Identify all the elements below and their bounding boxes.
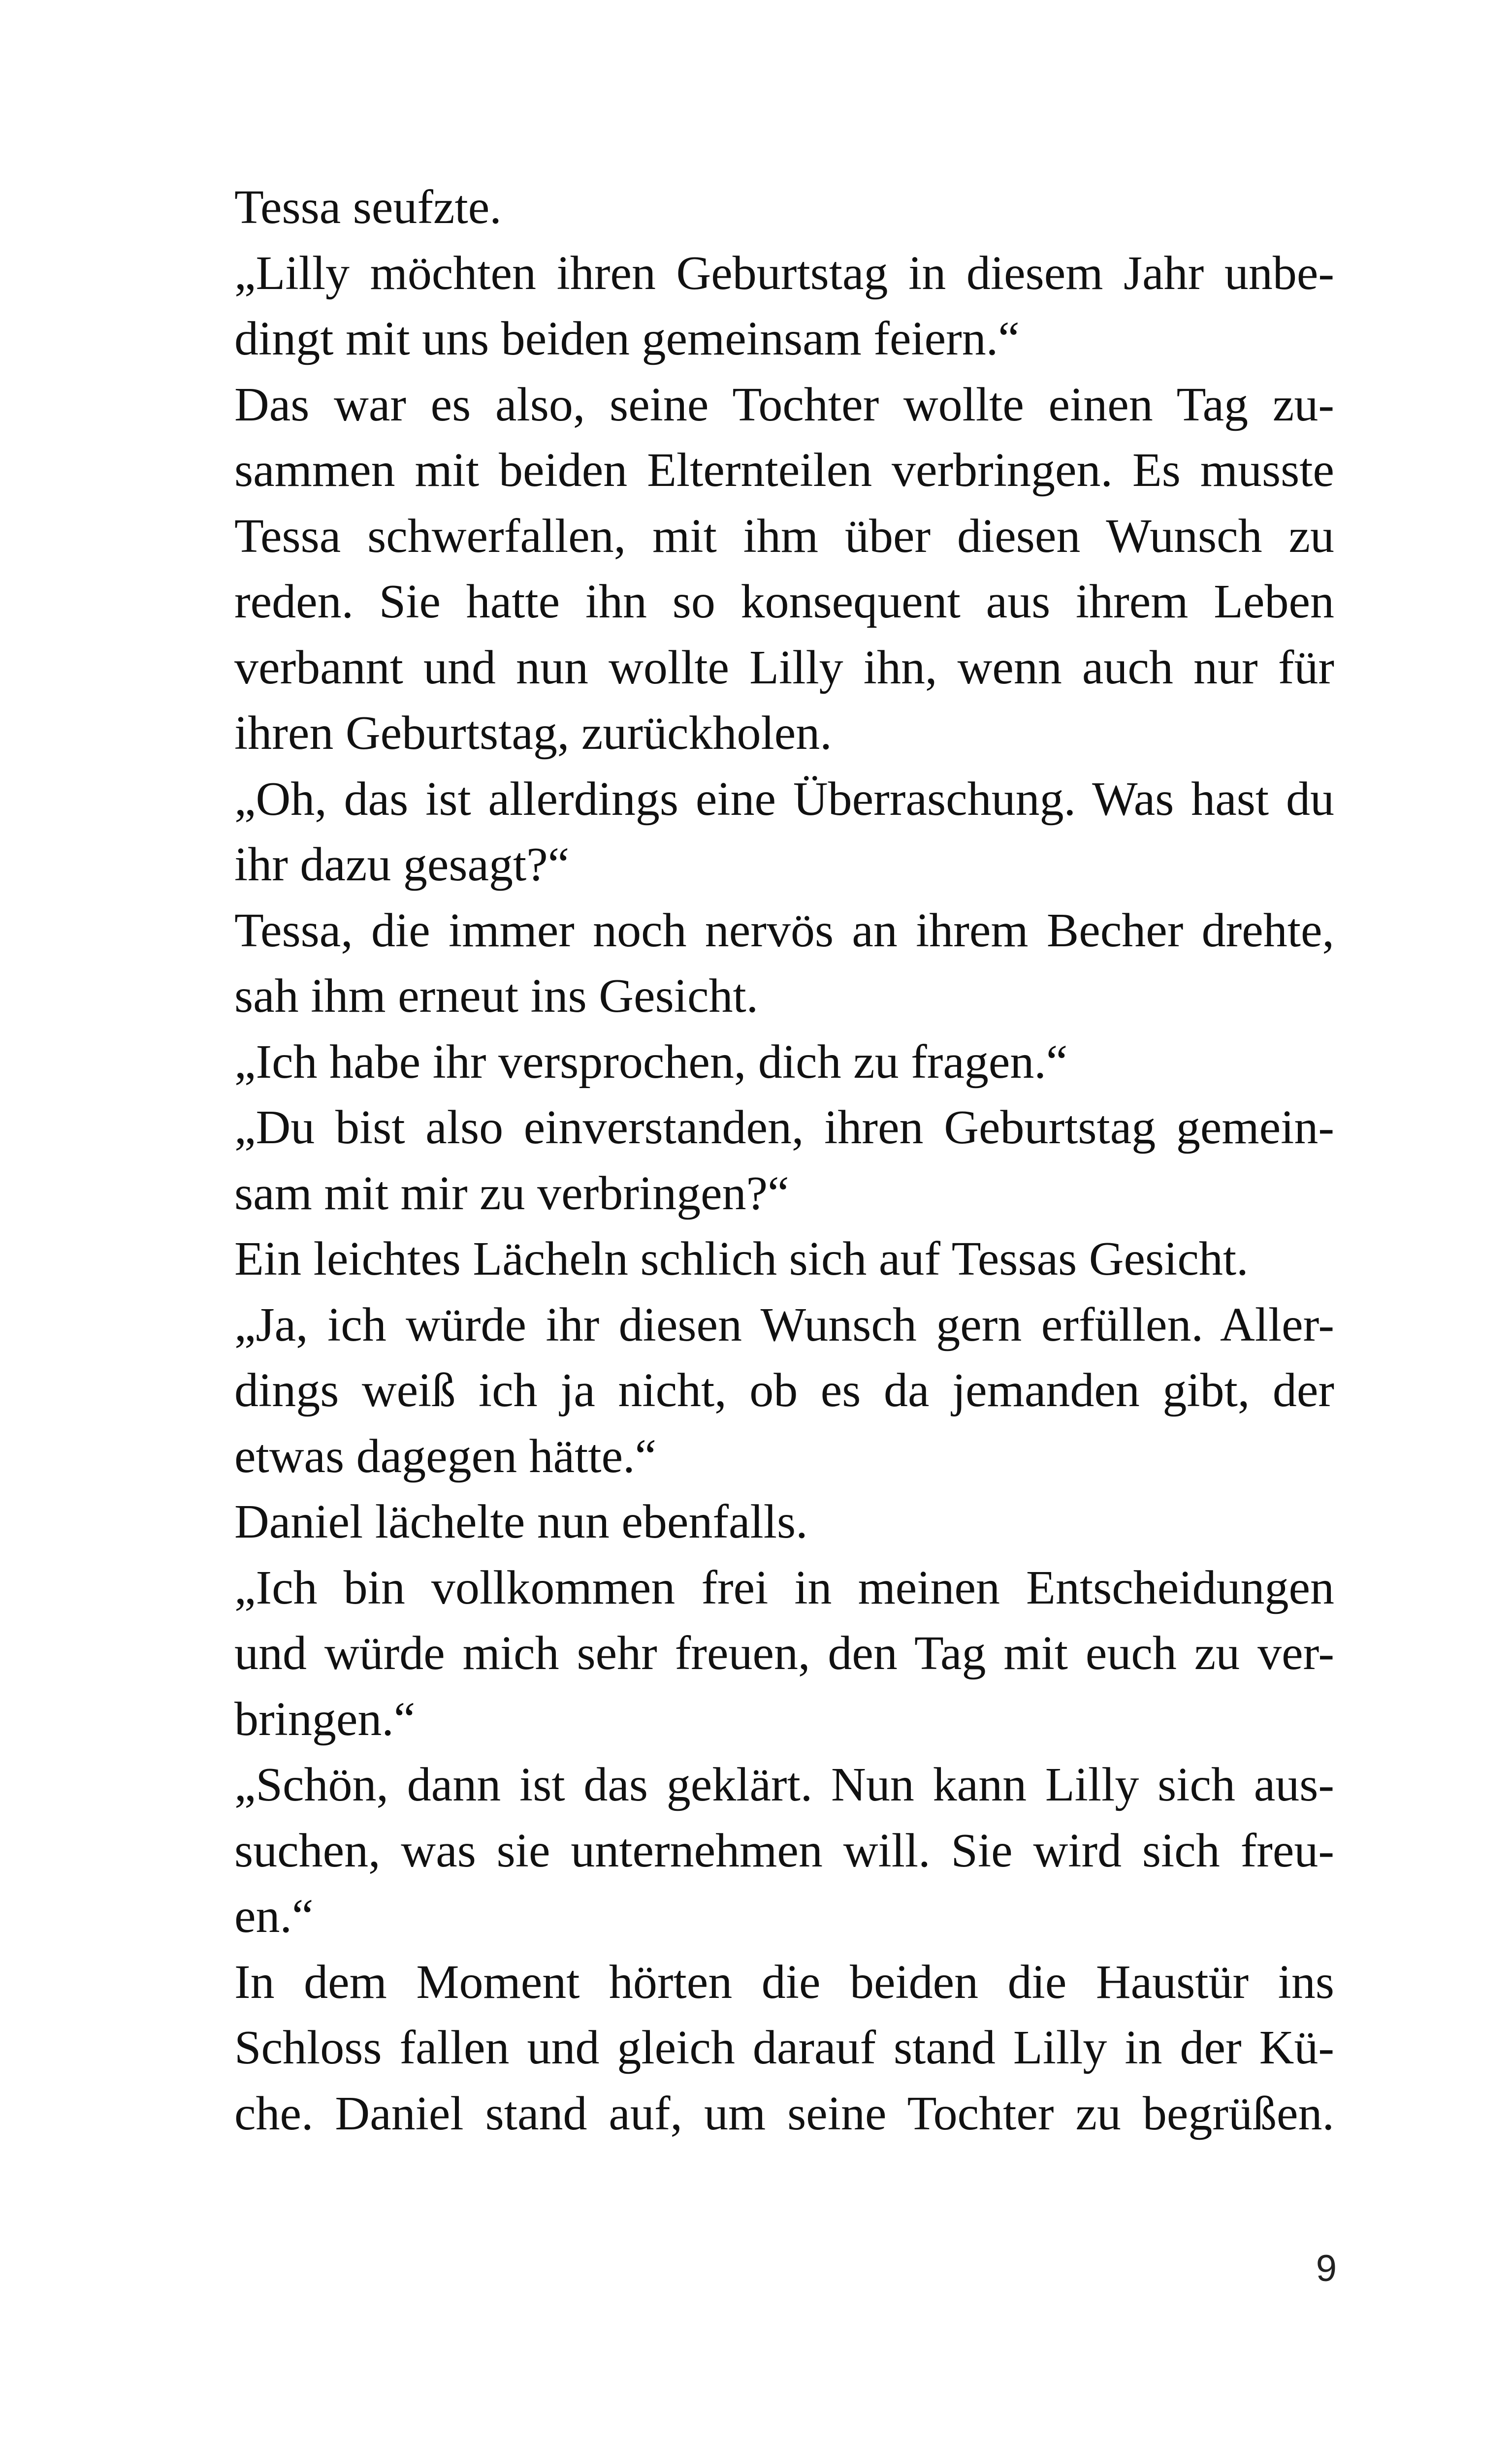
text-line: Ein leichtes Lächeln schlich sich auf Tessas Gesicht.: [234, 1232, 1249, 1286]
text-line: reden. Sie hatte ihn so konsequent aus ihrem Leben: [234, 575, 1334, 628]
text-line: Schloss fallen und gleich darauf stand Lilly in der Kü-: [234, 2021, 1334, 2074]
text-line: und würde mich sehr freuen, den Tag mit euch zu ver-: [234, 1627, 1334, 1680]
text-line: che. Daniel stand auf, um seine Tochter zu begrüßen.: [234, 2087, 1334, 2140]
text-line: dingt mit uns beiden gemeinsam feiern.“: [234, 312, 1020, 365]
text-line: en.“: [234, 1890, 314, 1943]
text-line: sammen mit beiden Elternteilen verbringen. Es musste: [234, 444, 1334, 497]
page-number: 9: [1316, 2248, 1337, 2289]
text-line: Daniel lächelte nun ebenfalls.: [234, 1495, 808, 1548]
text-line: „Du bist also einverstanden, ihren Geburtstag gemein-: [234, 1101, 1334, 1154]
text-line: „Ich habe ihr versprochen, dich zu fragen.“: [234, 1035, 1068, 1089]
text-line: dings weiß ich ja nicht, ob es da jemanden gibt, der: [234, 1364, 1334, 1417]
text-line: „Ich bin vollkommen frei in meinen Entscheidungen: [234, 1561, 1334, 1614]
text-line: „Oh, das ist allerdings eine Überraschung. Was hast du: [234, 772, 1334, 826]
text-line: sah ihm erneut ins Gesicht.: [234, 969, 759, 1023]
text-line: „Schön, dann ist das geklärt. Nun kann Lilly sich aus-: [234, 1758, 1334, 1811]
text-line: „Ja, ich würde ihr diesen Wunsch gern erfüllen. Aller-: [234, 1298, 1334, 1351]
text-line: ihren Geburtstag, zurückholen.: [234, 707, 832, 760]
text-line: Tessa seufzte.: [234, 181, 502, 234]
text-line: Das war es also, seine Tochter wollte einen Tag zu-: [234, 378, 1334, 431]
text-line: suchen, was sie unternehmen will. Sie wird sich freu-: [234, 1824, 1334, 1877]
text-line: Tessa, die immer noch nervös an ihrem Becher drehte,: [234, 903, 1334, 957]
text-line: „Lilly möchten ihren Geburtstag in diesem Jahr unbe-: [234, 246, 1334, 300]
text-line: bringen.“: [234, 1692, 416, 1746]
text-line: In dem Moment hörten die beiden die Haustür ins: [234, 1955, 1334, 2009]
text-line: sam mit mir zu verbringen?“: [234, 1166, 789, 1220]
text-line: verbannt und nun wollte Lilly ihn, wenn auch nur für: [234, 641, 1334, 694]
body-text: [234, 175, 1334, 2147]
text-line: ihr dazu gesagt?“: [234, 838, 570, 891]
text-line: etwas dagegen hätte.“: [234, 1429, 657, 1483]
text-line: Tessa schwerfallen, mit ihm über diesen Wunsch zu: [234, 509, 1334, 563]
